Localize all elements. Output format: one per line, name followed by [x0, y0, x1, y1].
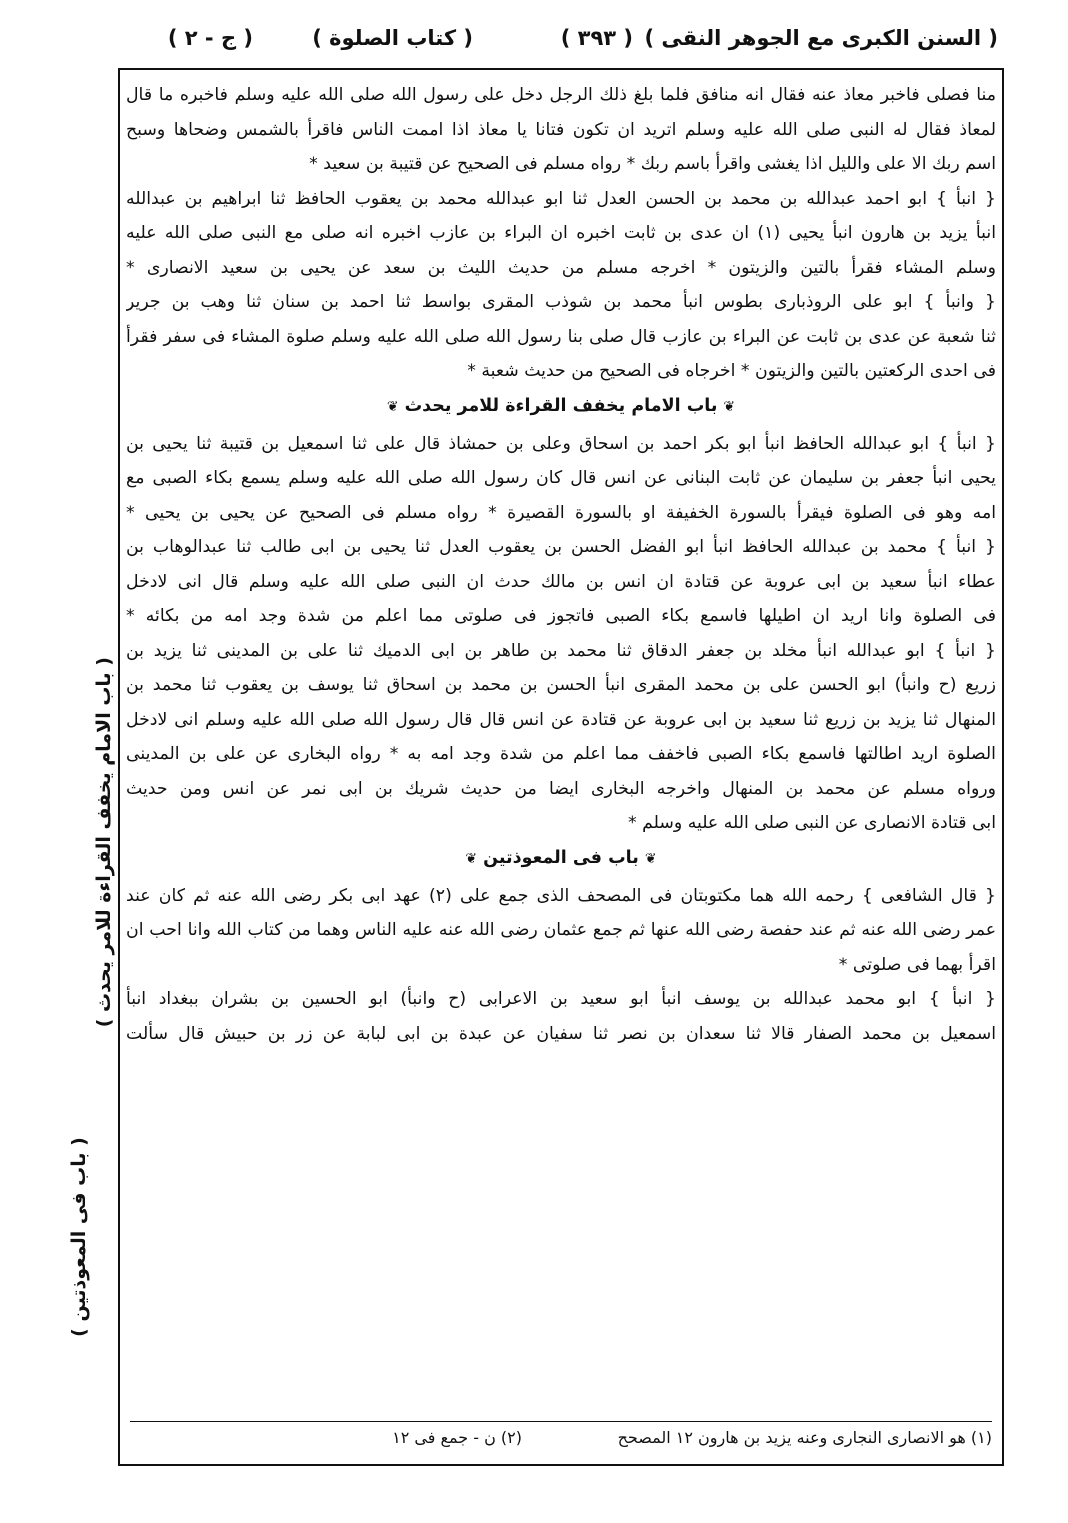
- text-line: { وانبأ } ابو على الروذبارى بطوس انبأ محمد بن شوذب المقرى بواسط ثنا احمد بن سنان ثنا وهب بن جرير: [126, 292, 996, 312]
- text-line: { انبأ } محمد بن عبدالله الحافظ انبأ ابو الفضل الحسن بن يعقوب العدل ثنا يحيى بن ابى طالب ثنا عبدالوهاب بن: [126, 537, 996, 557]
- text-line: زريع (ح وانبأ) ابو الحسن على بن محمد المقرى انبأ الحسن بن محمد بن اسحاق ثنا يوسف بن يعقوب ثنا محمد بن: [126, 675, 996, 695]
- text-line: { قال الشافعى } رحمه الله هما مكتوبتان فى المصحف الذى جمع على (٢) عهد ابى بكر رضى الله عنه ثم كان عند: [126, 885, 996, 906]
- text-line: ثنا شعبة عن عدى بن ثابت عن البراء بن عازب قال صلى بنا رسول الله صلى الله عليه وسلم صلوة المشاء فى سفر فقرأ: [126, 326, 996, 347]
- text-line: { انبأ } ابو محمد عبدالله بن يوسف انبأ ابو سعيد بن الاعرابى (ح وانبأ) ابو الحسين بن بشران ببغداد انبأ: [126, 989, 996, 1009]
- ornament-icon: ❦: [723, 398, 736, 415]
- text-line: اسمعيل بن محمد الصفار قالا ثنا سعدان بن نصر ثنا سفيان عن عبدة بن ابى لبابة عن زر بن حبيش قال سألت: [126, 1023, 996, 1044]
- text-line: اقرأ بهما فى صلوتى *: [838, 954, 996, 975]
- text-line: عمر رضى الله عنه ثم عند حفصة رضى الله عنها ثم جمع عثمان رضى الله عنه عليه الناس وهما من كتاب الله وانا احب ان: [126, 920, 996, 940]
- text-line: الصلوة اريد اطالتها فاسمع بكاء الصبى فاخفف مما اعلم من شدة وجد امه به * رواه البخارى عن على بن المدينى: [126, 744, 996, 764]
- footnote-1: (١) هو الانصارى النجارى وعنه يزيد بن هارون ١٢ المصحح: [617, 1428, 992, 1447]
- text-line: ورواه مسلم عن محمد بن المنهال واخرجه البخارى ايضا من حديث شريك بن ابى نمر عن انس ومن حديث: [126, 778, 996, 799]
- ornament-icon: ❦: [386, 398, 399, 415]
- footnote-2: (٢) ن - جمع فى ١٢: [392, 1428, 522, 1447]
- running-header: [118, 22, 998, 62]
- footnote-divider: [130, 1421, 992, 1422]
- text-line: منا فصلى فاخبر معاذ عنه فقال انه منافق فلما بلغ ذلك الرجل دخل على رسول الله صلى الله عليه وسلم فاخبره ما قال: [126, 85, 996, 105]
- margin-note: ( باب فى المعوذتين ): [68, 1137, 90, 1337]
- section-heading: ❦باب فى المعوذتين❦: [126, 841, 996, 879]
- text-line: { انبأ } ابو عبدالله انبأ مخلد بن جعفر الدقاق ثنا محمد بن طاهر بن ابى الدميك ثنا على بن المدينى ثنا يزيد بن: [126, 640, 996, 661]
- text-line: لمعاذ فقال له النبى صلى الله عليه وسلم اتريد ان تكون فتانا يا معاذ اذا اممت الناس فاقرأ بالشمس وضحاها وسبح: [126, 119, 996, 140]
- text-line: فى احدى الركعتين بالتين والزيتون * اخرجاه فى الصحيح من حديث شعبة *: [467, 361, 996, 381]
- page-number: ( ٣٩٣ ): [560, 26, 633, 50]
- ornament-icon: ❦: [465, 850, 478, 867]
- text-frame: [118, 68, 1004, 1466]
- footnotes: [130, 1424, 992, 1454]
- text-line: امه وهو فى الصلوة فيقرأ بالسورة الخفيفة او بالسورة القصيرة * رواه مسلم فى الصحيح عن يحيى بن يحيى *: [126, 502, 996, 523]
- volume-number: ( ج - ٢ ): [167, 26, 253, 50]
- text-line: فى الصلوة وانا اريد ان اطيلها فاسمع بكاء الصبى فاتجوز فى صلوتى مما اعلم من شدة وجد امه من بكائه *: [126, 606, 996, 626]
- section-heading: ❦باب الامام يخفف القراءة للامر يحدث❦: [126, 389, 996, 427]
- text-line: انبأ يزيد بن هارون انبأ يحيى (١) ان عدى بن ثابت اخبره ان البراء بن عازب اخبره انه صلى مع النبى صلى الله عليه: [126, 223, 996, 243]
- text-line: وسلم المشاء فقرأ بالتين والزيتون * اخرجه مسلم من حديث الليث بن سعد عن يحيى بن سعيد الانصارى *: [126, 257, 996, 278]
- text-line: يحيى انبأ جعفر بن سليمان عن ثابت البنانى عن انس قال كان رسول الله صلى الله عليه وسلم يسمع بكاء الصبى مع: [126, 468, 996, 488]
- main-text: [126, 78, 996, 1454]
- text-line: { انبأ } ابو عبدالله الحافظ انبأ ابو بكر احمد بن اسحاق وعلى بن حمشاذ قال على ثنا اسمعيل بن قتيبة ثنا يحيى بن: [126, 433, 996, 454]
- text-line: اسم ربك الا على والليل اذا يغشى واقرأ باسم ربك * رواه مسلم فى الصحيح عن قتيبة بن سعيد *: [309, 154, 996, 174]
- text-line: عطاء انبأ سعيد بن ابى عروبة عن قتادة ان انس بن مالك حدث ان النبى صلى الله عليه وسلم قال انى لادخل: [126, 571, 996, 592]
- text-line: ابى قتادة الانصارى عن النبى صلى الله عليه وسلم *: [628, 813, 996, 833]
- book-section: ( كتاب الصلوة ): [312, 26, 473, 50]
- margin-note: ( باب الامام يخفف القراءة للامر يحدث ): [93, 657, 115, 1028]
- ornament-icon: ❦: [644, 850, 657, 867]
- text-line: المنهال ثنا يزيد بن زريع ثنا سعيد بن ابى عروبة عن قتادة عن انس قال قال رسول الله صلى الله عليه وسلم انى لادخل: [126, 709, 996, 730]
- text-line: { انبأ } ابو احمد عبدالله بن محمد بن الحسن العدل ثنا ابو عبدالله محمد بن يعقوب الحافظ ثنا ابراهيم بن عبدالله: [126, 188, 996, 209]
- book-title: ( السنن الكبرى مع الجوهر النقى ): [644, 26, 998, 50]
